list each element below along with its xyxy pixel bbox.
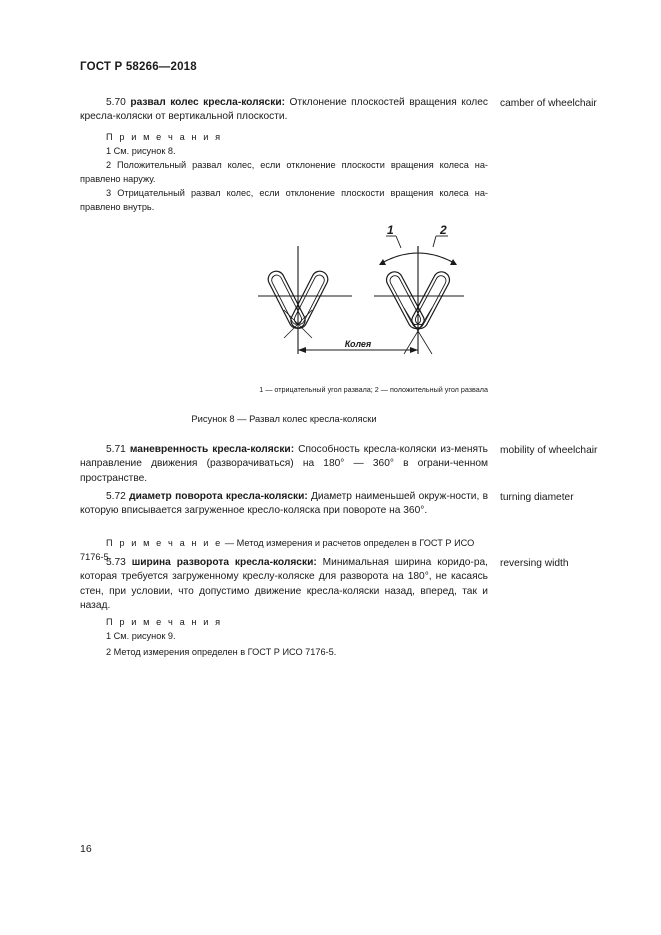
term-title: диаметр поворота кресла-коляски: (129, 491, 308, 502)
term-definition: Диаметр наименьшей окруж-ности, в которую вписывается загруженное кресло-коляска при повороте на 360°. (80, 491, 488, 517)
term-title: маневренность кресла-коляски: (129, 444, 295, 455)
figure-legend: 1 — отрицательный угол развала; 2 — положительный угол развала (259, 385, 488, 394)
term-5-71 (80, 443, 488, 486)
term-en-5-71: mobility of wheelchair (500, 445, 598, 456)
note-item: 1 См. рисунок 8. (106, 146, 176, 156)
notes-title: П р и м е ч а н и я (106, 617, 223, 627)
note-label: П р и м е ч а н и е (106, 538, 223, 548)
term-definition: Способность кресла-коляски из-менять направление движения (разворачиваться) на 180° — 360° в ограни-ченном пространстве. (80, 444, 488, 484)
term-5-70 (80, 96, 488, 125)
term-en-5-72: turning diameter (500, 492, 574, 503)
term-number: 5.70 (106, 97, 126, 108)
figure-caption: Рисунок 8 — Развал колес кресла-коляски (191, 413, 377, 424)
term-number: 5.72 (106, 491, 126, 502)
wheel-left-inner (288, 268, 330, 331)
page-number: 16 (80, 843, 92, 855)
notes-title: П р и м е ч а н и я (106, 132, 223, 142)
figure-label-1: 1 (387, 223, 394, 237)
note-item: 3 Отрицательный развал колес, если отклонение плоскости вращения колеса на-правлено внутрь. (80, 188, 488, 212)
term-definition: Минимальная ширина коридо-ра, которая требуется загруженному креслу-коляске для разворота на 180°, не касаясь стен, при условии, что допустимо движение кресла-коляски назад, вперед, так и назад. (80, 557, 488, 612)
track-label: Колея (344, 339, 372, 349)
term-title: ширина разворота кресла-коляски: (131, 557, 317, 568)
term-en-5-73: reversing width (500, 558, 569, 569)
note-text: — Метод измерения и расчетов определен в ГОСТ Р ИСО 7176-5. (80, 538, 475, 562)
note-item: 2 Положительный развал колес, если отклонение плоскости вращения колеса на-правлено наружу. (80, 160, 488, 184)
wheel-left-outer (265, 268, 307, 331)
term-number: 5.71 (106, 444, 126, 455)
left-wheel-pair (258, 246, 352, 354)
term-title: развал колес кресла-коляски: (130, 97, 285, 108)
term-5-72 (80, 490, 488, 519)
wheel-right-outer (384, 269, 427, 331)
note-item: 1 См. рисунок 9. (106, 631, 176, 641)
right-wheel-pair (374, 236, 464, 354)
document-header: ГОСТ Р 58266—2018 (80, 61, 197, 73)
term-en-5-70: camber of wheelchair (500, 98, 597, 109)
term-number: 5.73 (106, 557, 126, 568)
camber-figure (250, 222, 470, 362)
term-5-73 (80, 556, 488, 614)
note-item: 2 Метод измерения определен в ГОСТ Р ИСО 7176-5. (106, 647, 337, 657)
figure-label-2: 2 (440, 223, 447, 237)
term-definition: Отклонение плоскостей вращения колес кресла-коляски от вертикальной плоскости. (80, 97, 488, 123)
wheel-right-inner (409, 269, 452, 331)
